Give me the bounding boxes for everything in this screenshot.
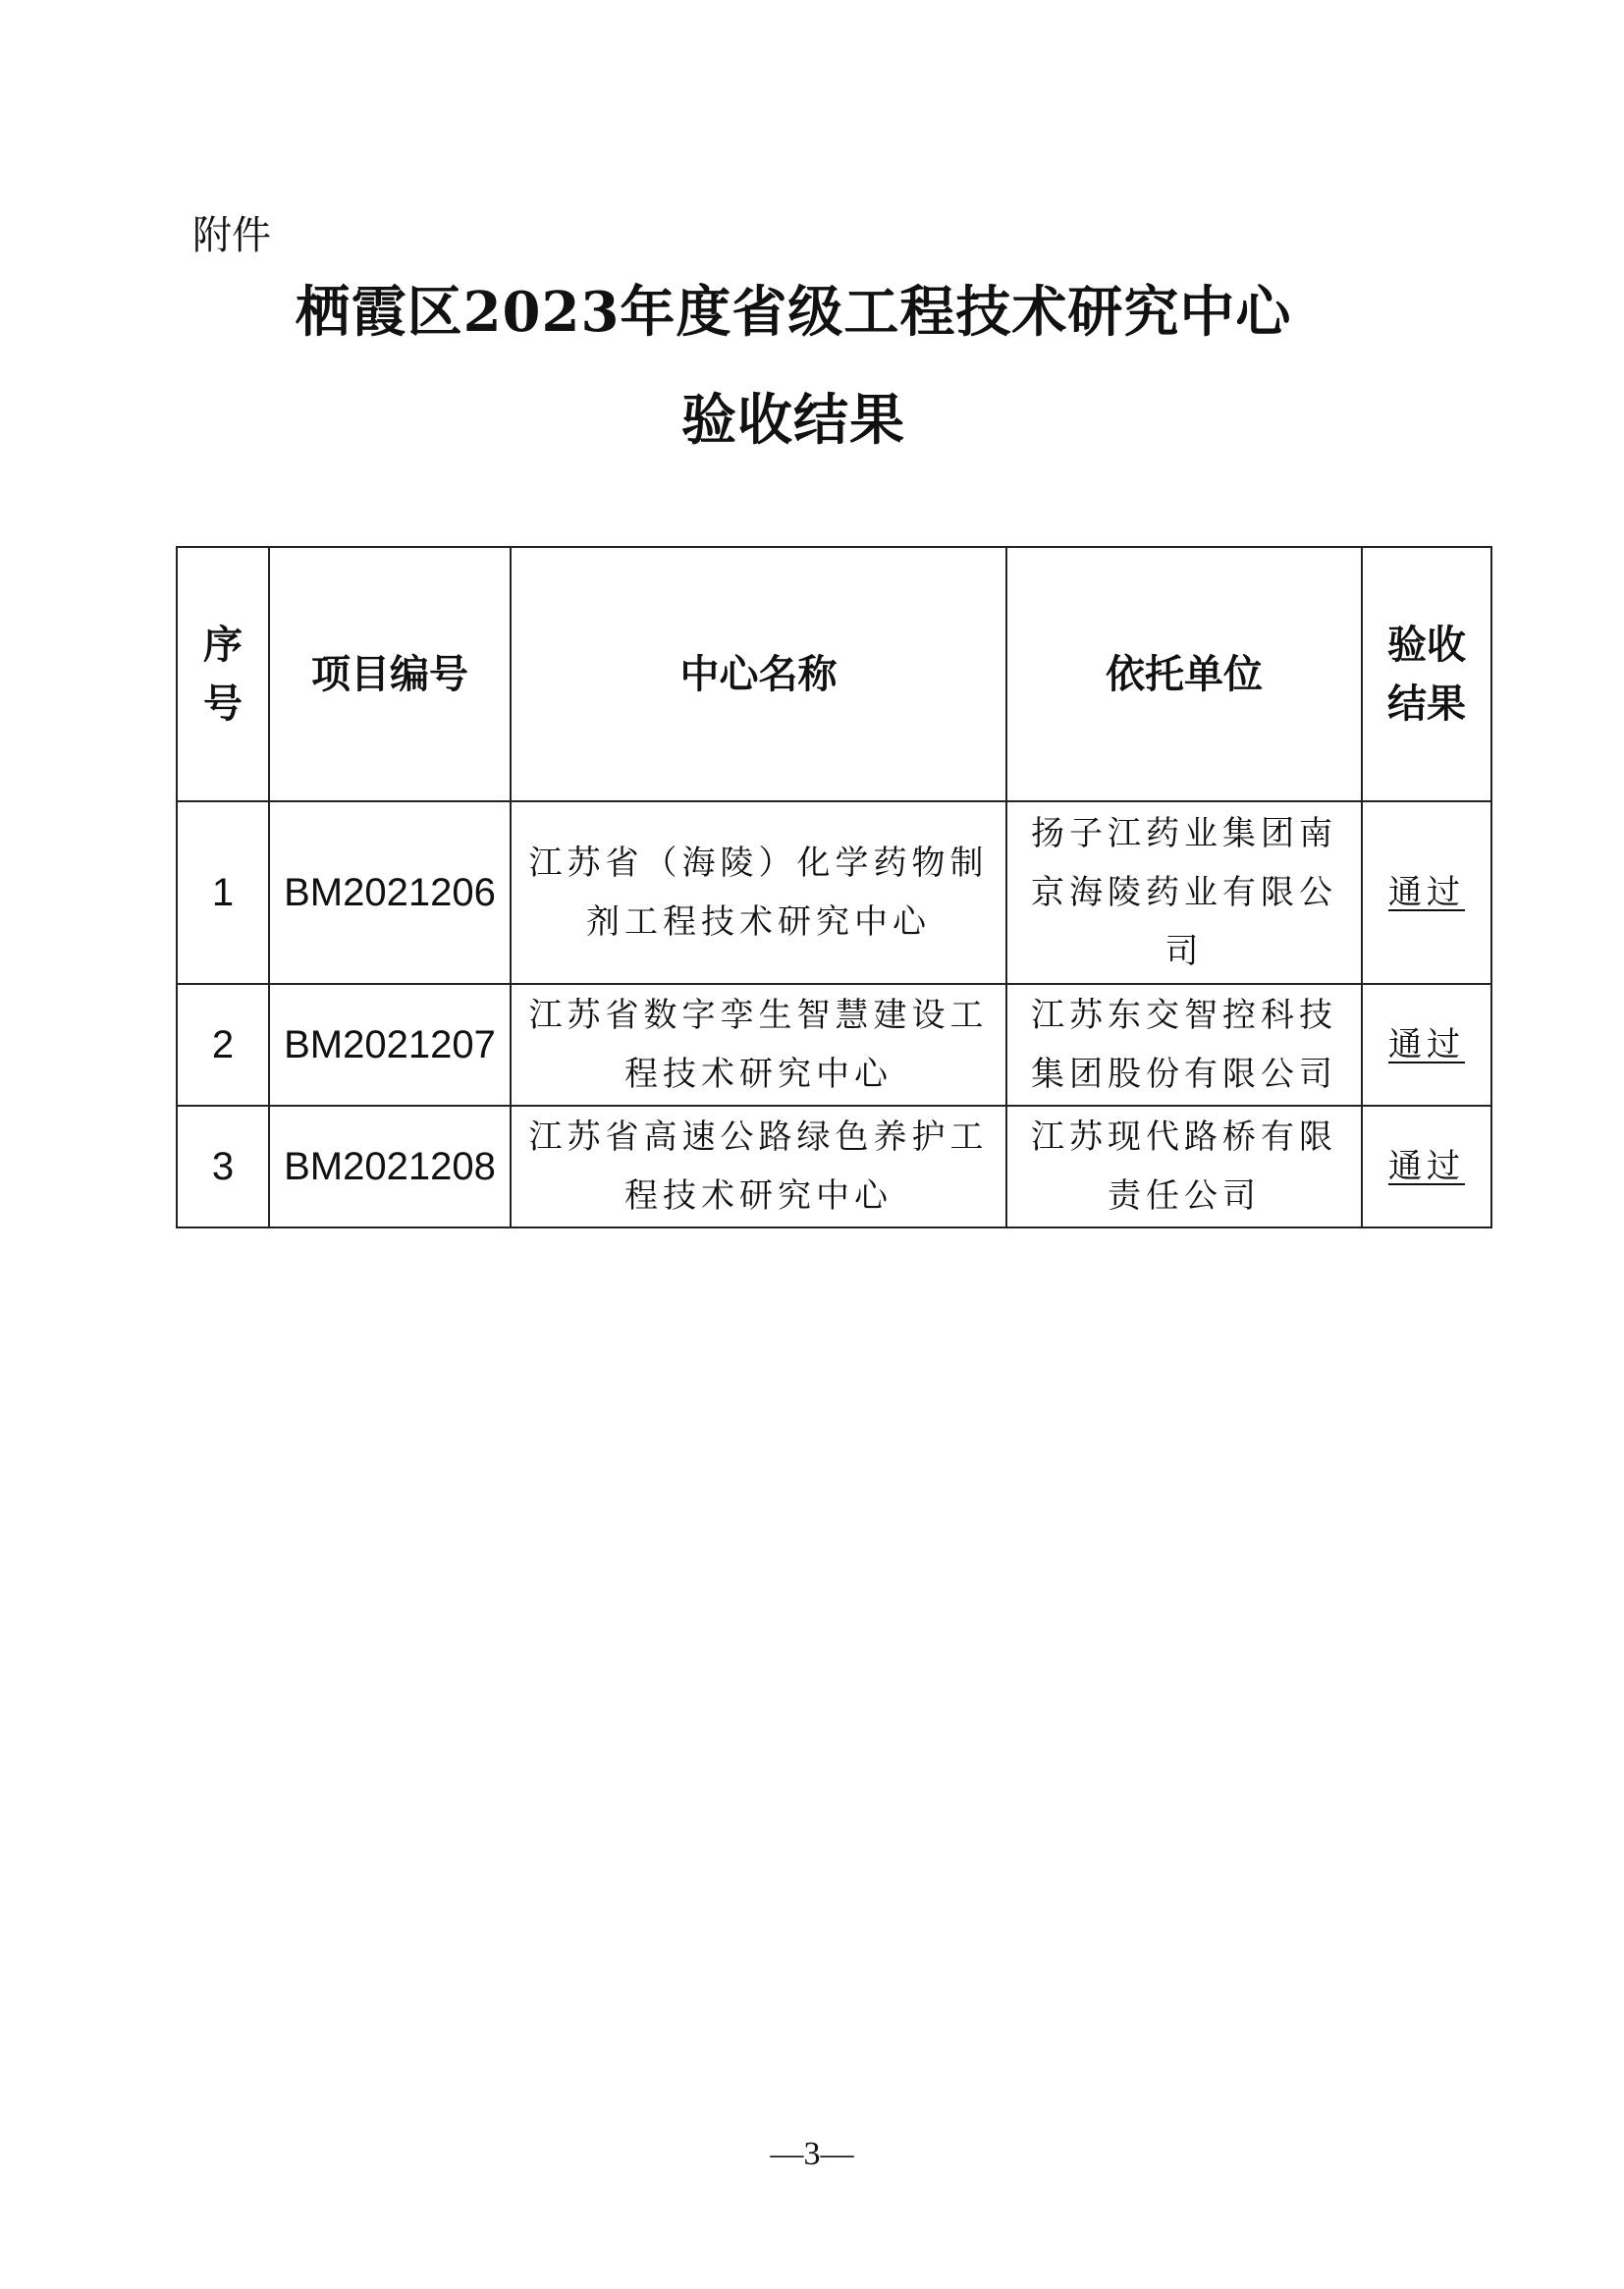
row-project-code: BM2021207	[269, 984, 511, 1106]
row-project-code: BM2021206	[269, 801, 511, 984]
row-host-unit: 江苏东交智控科技集团股份有限公司	[1006, 984, 1362, 1106]
row-center-name: 江苏省数字孪生智慧建设工程技术研究中心	[511, 984, 1006, 1106]
table-header-row	[177, 547, 1491, 801]
row-host-unit: 扬子江药业集团南京海陵药业有限公司	[1006, 801, 1362, 984]
header-index: 序号	[177, 547, 269, 801]
result-text: 通过	[1388, 873, 1465, 912]
row-index: 1	[177, 801, 269, 984]
attachment-label: 附件	[192, 213, 271, 258]
row-host-unit: 江苏现代路桥有限责任公司	[1006, 1106, 1362, 1227]
row-index: 3	[177, 1106, 269, 1227]
page-number: —3—	[770, 2136, 854, 2172]
row-result	[1362, 801, 1491, 984]
row-result	[1362, 1106, 1491, 1227]
header-host-unit: 依托单位	[1006, 547, 1362, 801]
row-center-name: 江苏省高速公路绿色养护工程技术研究中心	[511, 1106, 1006, 1227]
header-center-name: 中心名称	[511, 547, 1006, 801]
result-text: 通过	[1388, 1147, 1465, 1186]
table-row	[177, 984, 1491, 1106]
document-subtitle: 验收结果	[681, 388, 905, 453]
row-project-code: BM2021208	[269, 1106, 511, 1227]
row-result	[1362, 984, 1491, 1106]
table-row	[177, 801, 1491, 984]
table-row	[177, 1106, 1491, 1227]
header-project-code: 项目编号	[269, 547, 511, 801]
row-center-name: 江苏省（海陵）化学药物制剂工程技术研究中心	[511, 801, 1006, 984]
result-text: 通过	[1388, 1025, 1465, 1064]
row-index: 2	[177, 984, 269, 1106]
acceptance-results-table	[176, 546, 1492, 1228]
header-result: 验收结果	[1362, 547, 1491, 801]
document-title: 栖霞区2023年度省级工程技术研究中心	[295, 280, 1292, 345]
